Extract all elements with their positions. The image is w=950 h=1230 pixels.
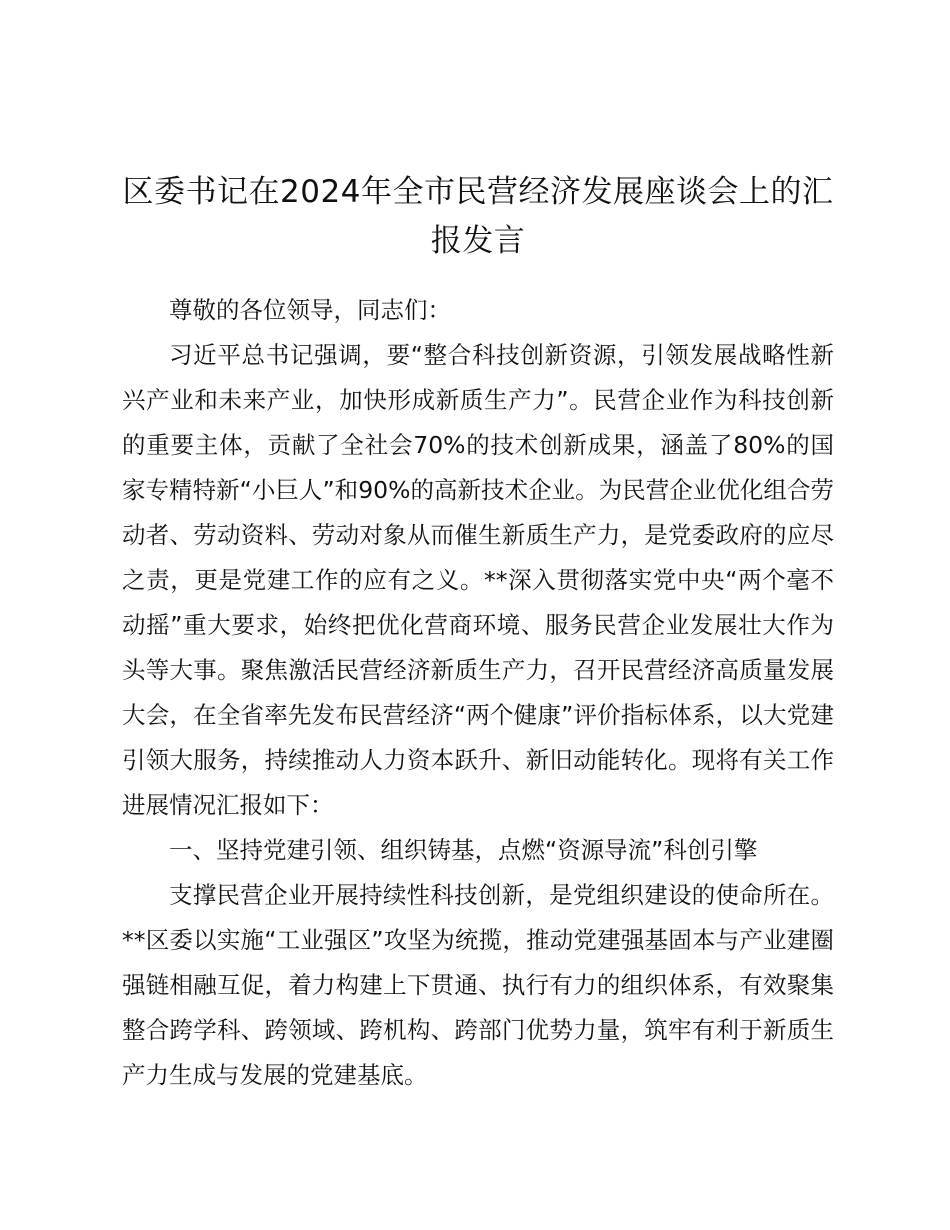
section-1-heading: 一、坚持党建引领、组织铸基，点燃“资源导流”科创引擎 [169,836,758,864]
document-page [122,168,834,1098]
document-title: 区委书记在2024年全市民营经济发展座谈会上的汇报发言 [122,174,834,259]
intro-paragraph: 习近平总书记强调，要“整合科技创新资源，引领发展战略性新兴产业和未来产业，加快形成新质生产力”。民营企业作为科技创新的重要主体，贡献了全社会70%的技术创新成果，涵盖了80%的国家专精特新“小巨人”和90%的高新技术企业。为民营企业优化组合劳动者、劳动资料、劳动对象从而催生新质生产力，是党委政府的应尽之责，更是党建工作的应有之义。**深入贯彻落实党中央“两个毫不动摇”重大要求，始终把优化营商环境、服务民营企业发展壮大作为头等大事。聚焦激活民营经济新质生产力，召开民营经济高质量发展大会，在全省率先发布民营经济“两个健康”评价指标体系，以大党建引领大服务，持续推动人力资本跃升、新旧动能转化。现将有关工作进展情况汇报如下： [122,341,834,819]
salutation: 尊敬的各位领导，同志们： [169,296,451,324]
document-body [122,288,834,1098]
section-1-paragraph: 支撑民营企业开展持续性科技创新，是党组织建设的使命所在。**区委以实施“工业强区”攻坚为统揽，推动党建强基固本与产业建圈强链相融互促，着力构建上下贯通、执行有力的组织体系，有效聚集整合跨学科、跨领域、跨机构、跨部门优势力量，筑牢有利于新质生产力生成与发展的党建基底。 [122,881,834,1089]
